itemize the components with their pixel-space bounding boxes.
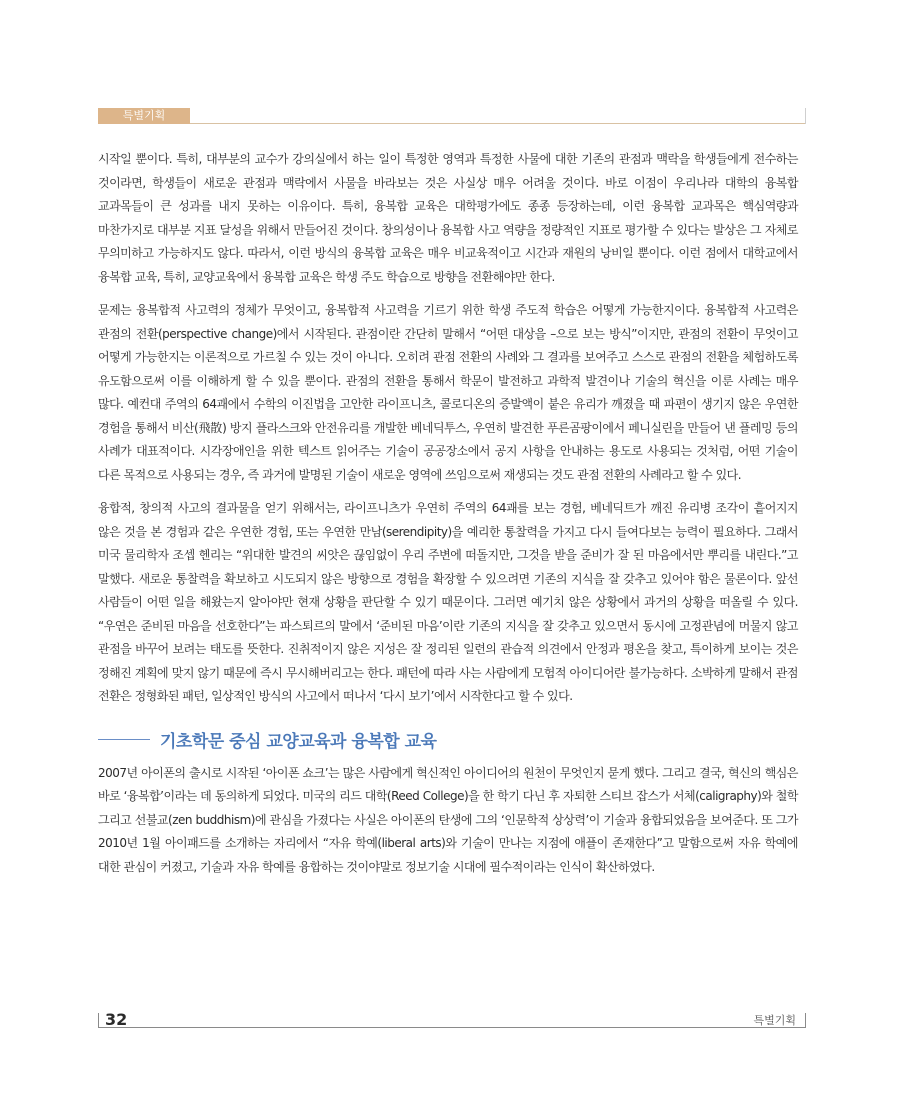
paragraph-3: 융합적, 창의적 사고의 결과물을 얻기 위해서는, 라이프니츠가 우연히 주역의 64괘를 보는 경험, 베네딕트가 깨진 유리병 조각이 흩어지지 않은 것을 본 경험과 같은 우연한 경험, 또는 우연한 만남(serendipity)을 예리한 통찰력을 가지고 다시 들여다보는 능력이 필요하다. 그래서 미국 물리학자 조셉 헨리는 “위대한 발견의 씨앗은 끊임없이 우리 주변에 떠돌지만, 그것을 받을 준비가 잘 된 마음에서만 뿌리를 내린다.”고 말했다. 새로운 통찰력을 확보하고 시도되지 않은 방향으로 경험을 확장할 수 있으려면 기존의 지식을 잘 갖추고 있어야 함은 물론이다. 앞선 사람들이 어떤 일을 해왔는지 알아야만 현재 상황을 판단할 수 있기 때문이다. 그러면 예기치 않은 상황에서 과거의 상황을 떠올릴 수 있다. “우연은 준비된 마음을 선호한다”는 파스퇴르의 말에서 ‘준비된 마음’이란 기존의 지식을 잘 갖추고 있으면서 동시에 고정관념에 머물지 않고 관점을 바꾸어 보려는 태도를 뜻한다. 진취적이지 않은 지성은 잘 정리된 일련의 관습적 의견에서 안정과 평온을 찾고, 특이하게 보이는 것은 정해진 계획에 맞지 않기 때문에 즉시 무시해버리고는 한다. 패턴에 따라 사는 사람에게 모험적 아이디어란 불가능하다. 소박하게 말해서 관점 전환은 정형화된 패턴, 일상적인 방식의 사고에서 떠나서 ‘다시 보기’에서 시작한다고 할 수 있다.	[98, 501, 798, 703]
footer-left-tick	[98, 1013, 99, 1027]
section-tab: 특별기획	[98, 108, 190, 124]
paragraph-2: 문제는 융복합적 사고력의 정체가 무엇이고, 융복합적 사고력을 기르기 위한 학생 주도적 학습은 어떻게 가능한지이다. 융복합적 사고력은 관점의 전환(perspective change)에서 시작된다. 관점이란 간단히 말해서 “어떤 대상을 –으로 보는 방식”이지만, 관점의 전환이 무엇이고 어떻게 가능한지는 이론적으로 가르칠 수 있는 것이 아니다. 오히려 관점 전환의 사례와 그 결과를 보여주고 스스로 관점의 전환을 체험하도록 유도함으로써 이를 이해하게 할 수 있을 뿐이다. 관점의 전환을 통해서 학문이 발전하고 과학적 발견이나 기술의 혁신을 이룬 사례는 매우 많다. 예컨대 주역의 64괘에서 수학의 이진법을 고안한 라이프니츠, 콜로디온의 증발액이 붙은 유리가 깨졌을 때 파편이 생기지 않은 우연한 경험을 통해서 비산(飛散) 방지 플라스크와 안전유리를 개발한 베네딕투스, 우연히 발견한 푸른곰팡이에서 페니실린을 만들어 낸 플레밍 등의 사례가 대표적이다. 시각장애인을 위한 텍스트 읽어주는 기술이 공공장소에서 공지 사항을 안내하는 용도로 사용되는 것처럼, 어떤 기술이 다른 목적으로 사용되는 경우, 즉 과거에 발명된 기술이 새로운 영역에 쓰임으로써 재생되는 것도 관점 전환의 사례라고 할 수 있다.	[98, 303, 798, 482]
footer-right-tick	[805, 1013, 806, 1027]
footer-rule	[98, 1027, 806, 1028]
article-body	[98, 148, 798, 889]
paragraph-1: 시작일 뿐이다. 특히, 대부분의 교수가 강의실에서 하는 일이 특정한 영역과 특정한 사물에 대한 기존의 관점과 맥락을 학생들에게 전수하는 것이라면, 학생들이 새로운 관점과 맥락에서 사물을 바라보는 것은 사실상 매우 어려울 것이다. 바로 이점이 우리나라 대학의 융복합 교과목들이 큰 성과를 내지 못하는 이유이다. 특히, 융복합 교육은 대학평가에도 종종 등장하는데, 이런 융복합 교과목은 핵심역량과 마찬가지로 대부분 지표 달성을 위해서 만들어진 것이다. 창의성이나 융복합 사고 역량을 정량적인 지표로 평가할 수 있다는 발상은 그 자체로 무의미하고 가능하지도 않다. 따라서, 이런 방식의 융복합 교육은 매우 비교육적이고 시간과 재원의 낭비일 뿐이다. 이런 점에서 대학교에서 융복합 교육, 특히, 교양교육에서 융복합 교육은 학생 주도 학습으로 방향을 전환해야만 한다.	[98, 152, 798, 284]
heading-dash	[98, 739, 150, 740]
header-right-tick	[805, 108, 806, 124]
footer-section-label: 특별기획	[753, 1014, 796, 1027]
section-paragraph: 2007년 아이폰의 출시로 시작된 ‘아이폰 쇼크’는 많은 사람에게 혁신적인 아이디어의 원천이 무엇인지 묻게 했다. 그리고 결국, 혁신의 핵심은 바로 ‘융복합’이라는 데 동의하게 되었다. 미국의 리드 대학(Reed College)을 한 학기 다닌 후 자퇴한 스티브 잡스가 서체(caligraphy)와 철학 그리고 선불교(zen buddhism)에 관심을 가졌다는 사실은 아이폰의 탄생에 그의 ‘인문학적 상상력’이 기술과 융합되었음을 보여준다. 또 그가 2010년 1월 아이패드를 소개하는 자리에서 “자유 학예(liberal arts)와 기술이 만나는 지점에 애플이 존재한다”고 말함으로써 자유 학예에 대한 관심이 커졌고, 기술과 자유 학예를 융합하는 것이야말로 정보기술 시대에 필수적이라는 인식이 확산하였다.	[98, 765, 798, 874]
section-heading	[98, 727, 798, 752]
page-number: 32	[105, 1010, 128, 1029]
header-rule	[98, 123, 806, 124]
section-title: 기초학문 중심 교양교육과 융복합 교육	[160, 731, 437, 752]
